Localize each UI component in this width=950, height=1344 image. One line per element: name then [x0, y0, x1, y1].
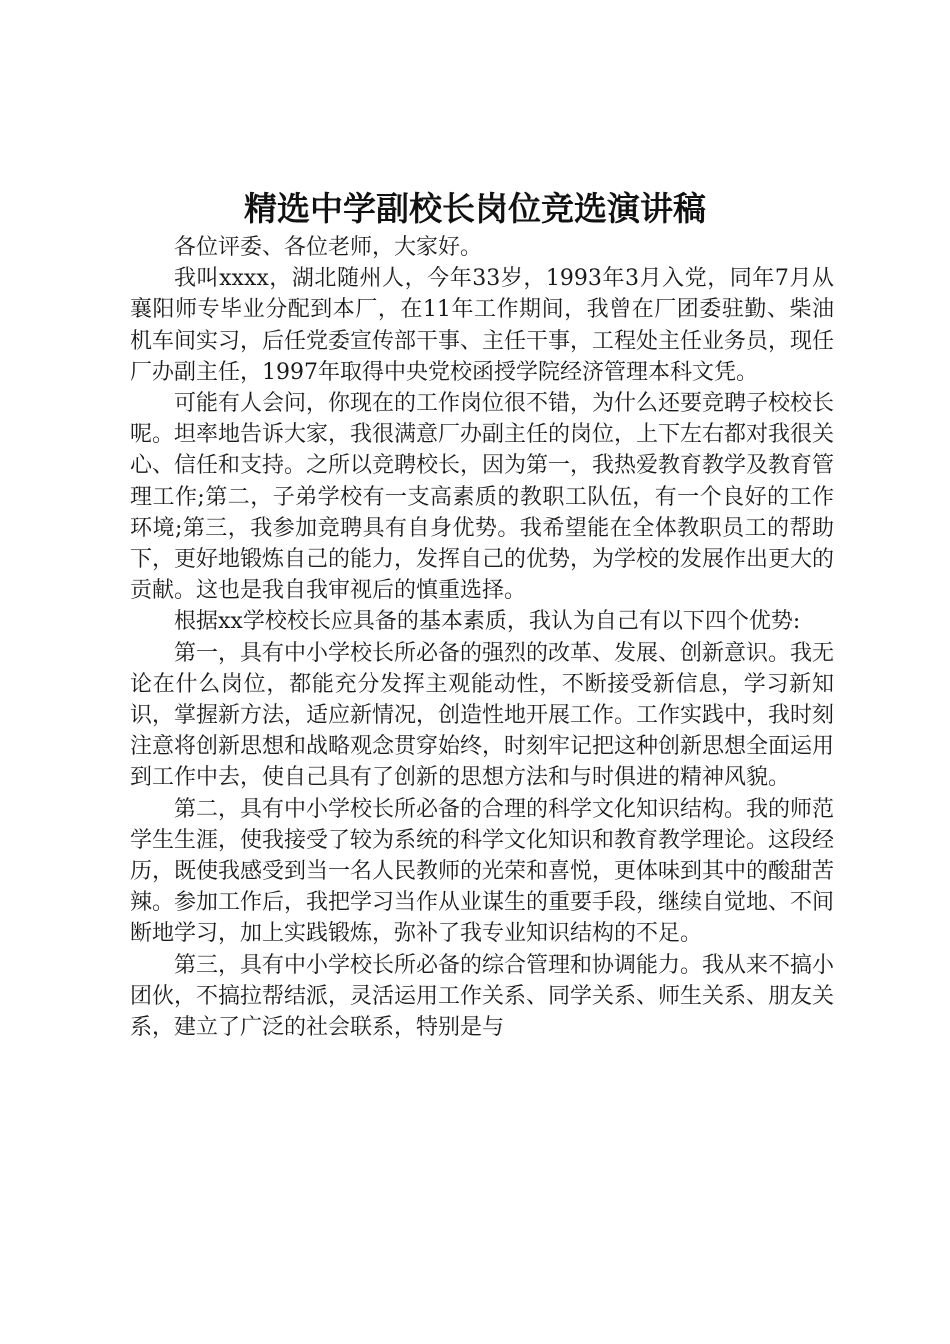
- paragraph-advantage-2: 第二，具有中小学校长所必备的合理的科学文化知识结构。我的师范学生生涯，使我接受了较为系统的科学文化知识和教育教学理论。这段经历，既使我感受到当一名人民教师的光荣和喜悦，更体味到其中的酸甜苦辣。参加工作后，我把学习当作从业谋生的重要手段，继续自觉地、不间断地学习，加上实践锻炼，弥补了我专业知识结构的不足。: [130, 796, 835, 947]
- document-title: 精选中学副校长岗位竞选演讲稿: [244, 189, 706, 228]
- paragraph-advantages-intro: 根据xx学校校长应具备的基本素质，我认为自己有以下四个优势:: [174, 609, 801, 635]
- paragraph-motivation: 可能有人会问，你现在的工作岗位很不错，为什么还要竞聘子校校长呢。坦率地告诉大家，我很满意厂办副主任的岗位，上下左右都对我很关心、信任和支持。之所以竞聘校长，因为第一，我热爱教育教学及教育管理工作;第二，子弟学校有一支高素质的教职工队伍，有一个良好的工作环境;第三，我参加竞聘具有自身优势。我希望能在全体教职员工的帮助下，更好地锻炼自己的能力，发挥自己的优势，为学校的发展作出更大的贡献。这也是我自我审视后的慎重选择。: [130, 391, 835, 604]
- paragraph-self-introduction: 我叫xxxx，湖北随州人，今年33岁，1993年3月入党，同年7月从襄阳师专毕业分配到本厂，在11年工作期间，我曾在厂团委驻勤、柴油机车间实习，后任党委宣传部干事、主任干事，工程处主任业务员，现任厂办副主任，1997年取得中央党校函授学院经济管理本科文凭。: [130, 266, 835, 385]
- document-body: [130, 232, 834, 1043]
- paragraph-advantage-1: 第一，具有中小学校长所必备的强烈的改革、发展、创新意识。我无论在什么岗位，都能充分发挥主观能动性，不断接受新信息，学习新知识，掌握新方法，适应新情况，创造性地开展工作。工作实践中，我时刻注意将创新思想和战略观念贯穿始终，时刻牢记把这种创新思想全面运用到工作中去，使自己具有了创新的思想方法和与时俱进的精神风貌。: [130, 640, 835, 791]
- paragraph-advantage-3: 第三，具有中小学校长所必备的综合管理和协调能力。我从来不搞小团伙，不搞拉帮结派，灵活运用工作关系、同学关系、师生关系、朋友关系，建立了广泛的社会联系，特别是与: [130, 952, 835, 1041]
- paragraph-greeting: 各位评委、各位老师，大家好。: [174, 235, 483, 260]
